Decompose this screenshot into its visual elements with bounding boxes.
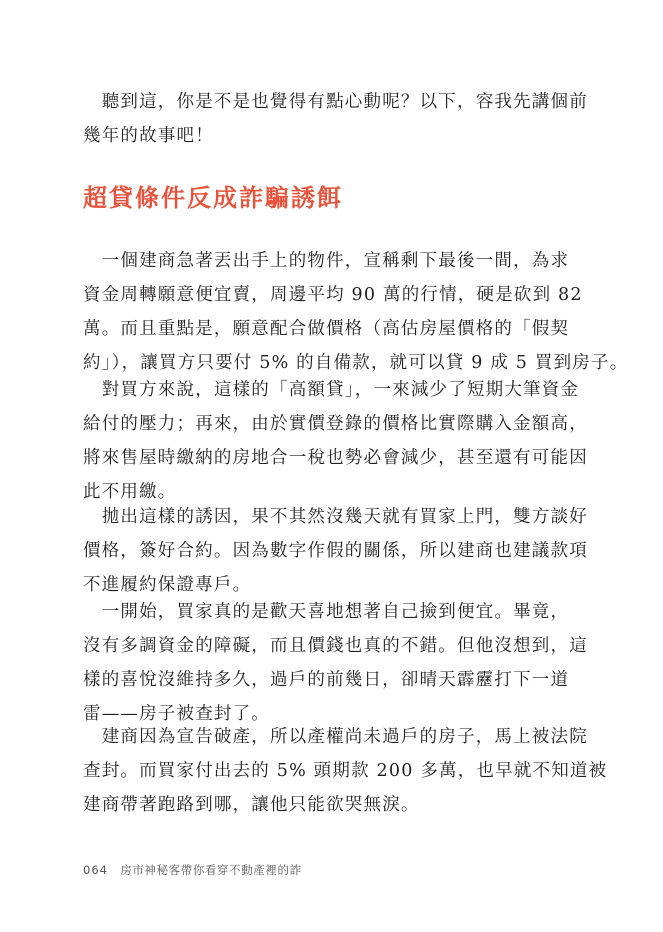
text-line: 不進履約保證專戶。	[83, 575, 252, 595]
text-line: 建商帶著跑路到哪，讓他只能欲哭無淚。	[83, 795, 420, 815]
page-footer	[83, 862, 302, 878]
text-line: 沒有多調資金的障礙，而且價錢也真的不錯。但他沒想到，這	[83, 636, 588, 656]
text-line: 建商因為宣告破產，所以產權尚未過戶的房子，馬上被法院	[83, 727, 588, 747]
text-line: 一開始，買家真的是歡天喜地想著自己撿到便宜。畢竟，	[83, 602, 570, 622]
text-line: 拋出這樣的誘因，果不其然沒幾天就有買家上門，雙方談好	[83, 507, 588, 527]
text-line: 約」），讓買方只要付 5% 的自備款，就可以貸 9 成 5 買到房子。	[83, 353, 629, 373]
section-heading: 超貸條件反成詐騙誘餌	[83, 184, 343, 212]
text-line: 雷——房子被查封了。	[83, 704, 270, 724]
text-line: 價格，簽好合約。因為數字作假的關係，所以建商也建議款項	[83, 541, 588, 561]
body-paragraph-2	[83, 373, 588, 509]
page-number: 064	[83, 863, 108, 877]
text-line: 此不用繳。	[83, 482, 177, 502]
text-line: 資金周轉願意便宜賣，周邊平均 90 萬的行情，硬是砍到 82	[83, 285, 583, 305]
text-line: 聽到這，你是不是也覺得有點心動呢？以下，容我先講個前	[83, 92, 588, 112]
body-paragraph-3	[83, 500, 588, 602]
text-line: 查封。而買家付出去的 5% 頭期款 200 多萬，也早就不知道被	[83, 761, 608, 781]
text-line: 給付的壓力；再來，由於實價登錄的價格比實際購入金額高，	[83, 414, 588, 434]
body-paragraph-1	[83, 244, 629, 380]
text-line: 萬。而且重點是，願意配合做價格（高估房屋價格的「假契	[83, 319, 570, 339]
text-line: 幾年的故事吧！	[83, 126, 214, 146]
body-paragraph-4	[83, 595, 588, 731]
body-paragraph-5	[83, 720, 608, 822]
text-line: 對買方來說，這樣的「高額貸」，一來減少了短期大筆資金	[83, 380, 580, 400]
intro-paragraph	[83, 85, 588, 153]
text-line: 將來售屋時繳納的房地合一稅也勢必會減少，甚至還有可能因	[83, 448, 588, 468]
text-line: 一個建商急著丟出手上的物件，宣稱剩下最後一間，為求	[83, 251, 570, 271]
book-title: 房市神秘客帶你看穿不動產裡的詐	[120, 863, 302, 877]
text-line: 樣的喜悅沒維持多久，過戶的前幾日，卻晴天霹靂打下一道	[83, 670, 570, 690]
